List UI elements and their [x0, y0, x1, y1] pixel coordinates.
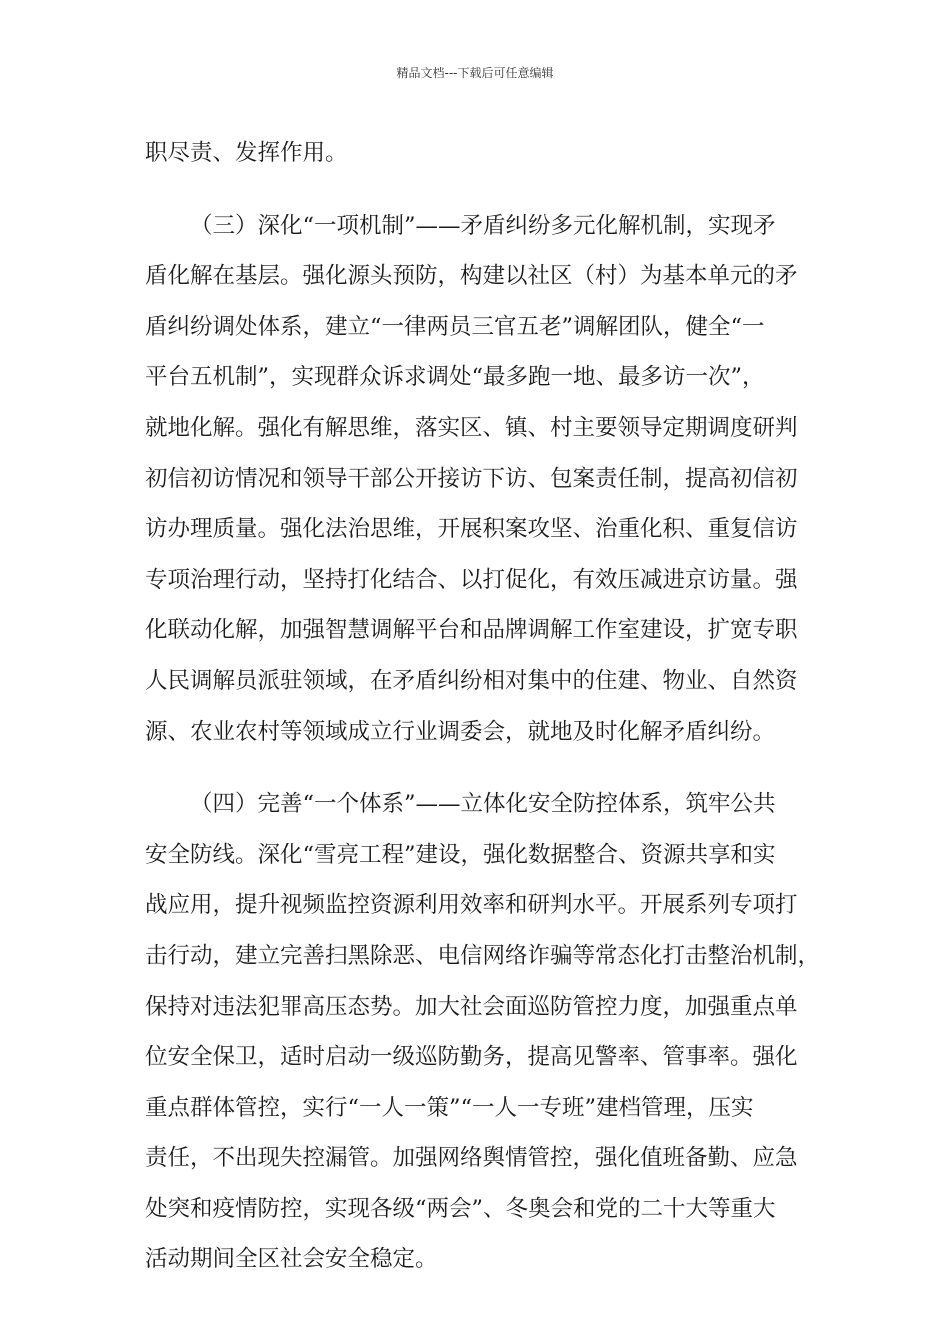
body-line: 专项治理行动，坚持打化结合、以打促化，有效压减进京访量。强 [145, 566, 798, 593]
body-line: （四）完善“一个体系”——立体化安全防控体系，筑牢公共 [190, 791, 776, 818]
body-line: 访办理质量。强化法治思维，开展积案攻坚、治重化积、重复信访 [145, 516, 798, 543]
body-line: 战应用，提升视频监控资源利用效率和研判水平。开展系列专项打 [145, 892, 798, 919]
body-line: 安全防线。深化“雪亮工程”建设，强化数据整合、资源共享和实 [145, 841, 776, 868]
body-line: 平台五机制”，实现群众诉求调处“最多跑一地、最多访一次”， [145, 364, 765, 391]
body-line: 化联动化解，加强智慧调解平台和品牌调解工作室建设，扩宽专职 [145, 617, 798, 644]
body-line: 保持对违法犯罪高压态势。加大社会面巡防管控力度，加强重点单 [145, 993, 798, 1020]
body-line: 初信初访情况和领导干部公开接访下访、包案责任制，提高初信初 [145, 465, 798, 492]
body-line: 盾纠纷调处体系，建立“一律两员三官五老”调解团队，健全“一 [145, 313, 765, 340]
body-line: 盾化解在基层。强化源头预防，构建以社区（村）为基本单元的矛 [145, 263, 798, 290]
document-body [145, 128, 821, 1285]
body-line: 源、农业农村等领域成立行业调委会，就地及时化解矛盾纠纷。 [145, 718, 776, 745]
body-line: 重点群体管控，实行“一人一策”“一人一专班”建档管理，压实 [145, 1094, 754, 1121]
body-line: 活动期间全区社会安全稳定。 [145, 1246, 438, 1273]
body-line: 位安全保卫，适时启动一级巡防勤务，提高见警率、管事率。强化 [145, 1044, 798, 1071]
body-line: 处突和疫情防控，实现各级“两会”、冬奥会和党的二十大等重大 [145, 1195, 776, 1222]
body-line: 人民调解员派驻领域，在矛盾纠纷相对集中的住建、物业、自然资 [145, 667, 798, 694]
body-line: 就地化解。强化有解思维，落实区、镇、村主要领导定期调度研判 [145, 414, 798, 441]
page-header: 精品文档---下载后可任意编辑 [396, 66, 554, 80]
body-line: （三）深化“一项机制”——矛盾纠纷多元化解机制，实现矛 [190, 212, 776, 239]
body-line: 职尽责、发挥作用。 [145, 140, 348, 166]
body-line: 击行动，建立完善扫黑除恶、电信网络诈骗等常态化打击整治机制， [145, 942, 821, 969]
body-line: 责任，不出现失控漏管。加强网络舆情管控，强化值班备勤、应急 [145, 1145, 798, 1172]
